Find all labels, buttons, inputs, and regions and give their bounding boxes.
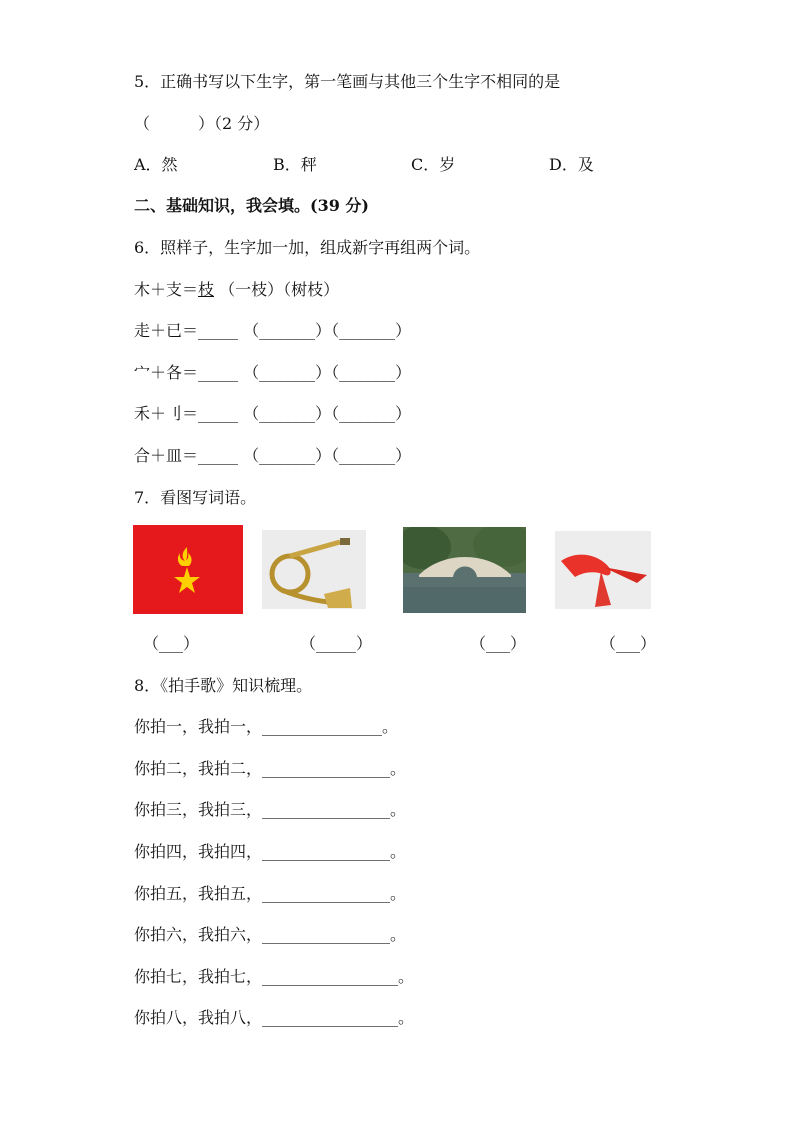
q6-row[interactable]: 宀＋各＝_____ （_______）（_______） [134, 363, 412, 382]
q7-blank[interactable]: （___） [470, 634, 527, 653]
q6-row[interactable]: 合＋皿＝_____ （_______）（_______） [134, 446, 412, 465]
q7-blank[interactable]: （___） [143, 634, 200, 653]
red-scarf-image [555, 531, 651, 609]
q8-line[interactable]: 你拍四，我拍四，________________。 [134, 842, 407, 861]
q6-example-left: 木＋支＝ [134, 280, 199, 299]
team-flag-image [133, 525, 243, 614]
q5-option-c: C．岁 [411, 155, 456, 174]
q6-example-words: （一枝）（树枝） [214, 280, 340, 299]
q5-stem: 5．正确书写以下生字，第一笔画与其他三个生字不相同的是 [134, 72, 561, 91]
q7-stem: 7．看图写词语。 [134, 488, 257, 507]
q8-line[interactable]: 你拍一，我拍一，_______________。 [134, 717, 399, 736]
q5-option-b: B．秤 [273, 155, 317, 174]
section-heading: 二、基础知识，我会填。(39 分) [134, 196, 369, 215]
q7-blank[interactable]: （___） [600, 634, 657, 653]
q6-example-answer: 枝 [198, 280, 215, 299]
q5-answer-paren: （ ）（2 分） [134, 114, 270, 133]
q7-blank[interactable]: （_____） [300, 634, 373, 653]
q8-line[interactable]: 你拍三，我拍三，________________。 [134, 800, 407, 819]
bugle-image [262, 530, 366, 609]
flag-background [133, 525, 243, 614]
q8-line[interactable]: 你拍二，我拍二，________________。 [134, 759, 407, 778]
q8-line[interactable]: 你拍七，我拍七，_________________。 [134, 967, 415, 986]
q6-row[interactable]: 走＋已＝_____ （_______）（_______） [134, 321, 412, 340]
q5-option-d: D．及 [549, 155, 594, 174]
q6-example [134, 280, 339, 300]
q5-option-a: A．然 [134, 155, 178, 174]
q6-row[interactable]: 禾＋刂＝_____ （_______）（_______） [134, 404, 412, 423]
q8-line[interactable]: 你拍六，我拍六，________________。 [134, 925, 407, 944]
arch-bridge-image [403, 527, 526, 613]
q8-line[interactable]: 你拍五，我拍五，________________。 [134, 884, 407, 903]
q8-stem: 8．《拍手歌》知识梳理。 [134, 676, 313, 695]
q8-line[interactable]: 你拍八，我拍八，_________________。 [134, 1008, 415, 1027]
q6-stem: 6．照样子，生字加一加，组成新字再组两个词。 [134, 238, 481, 257]
